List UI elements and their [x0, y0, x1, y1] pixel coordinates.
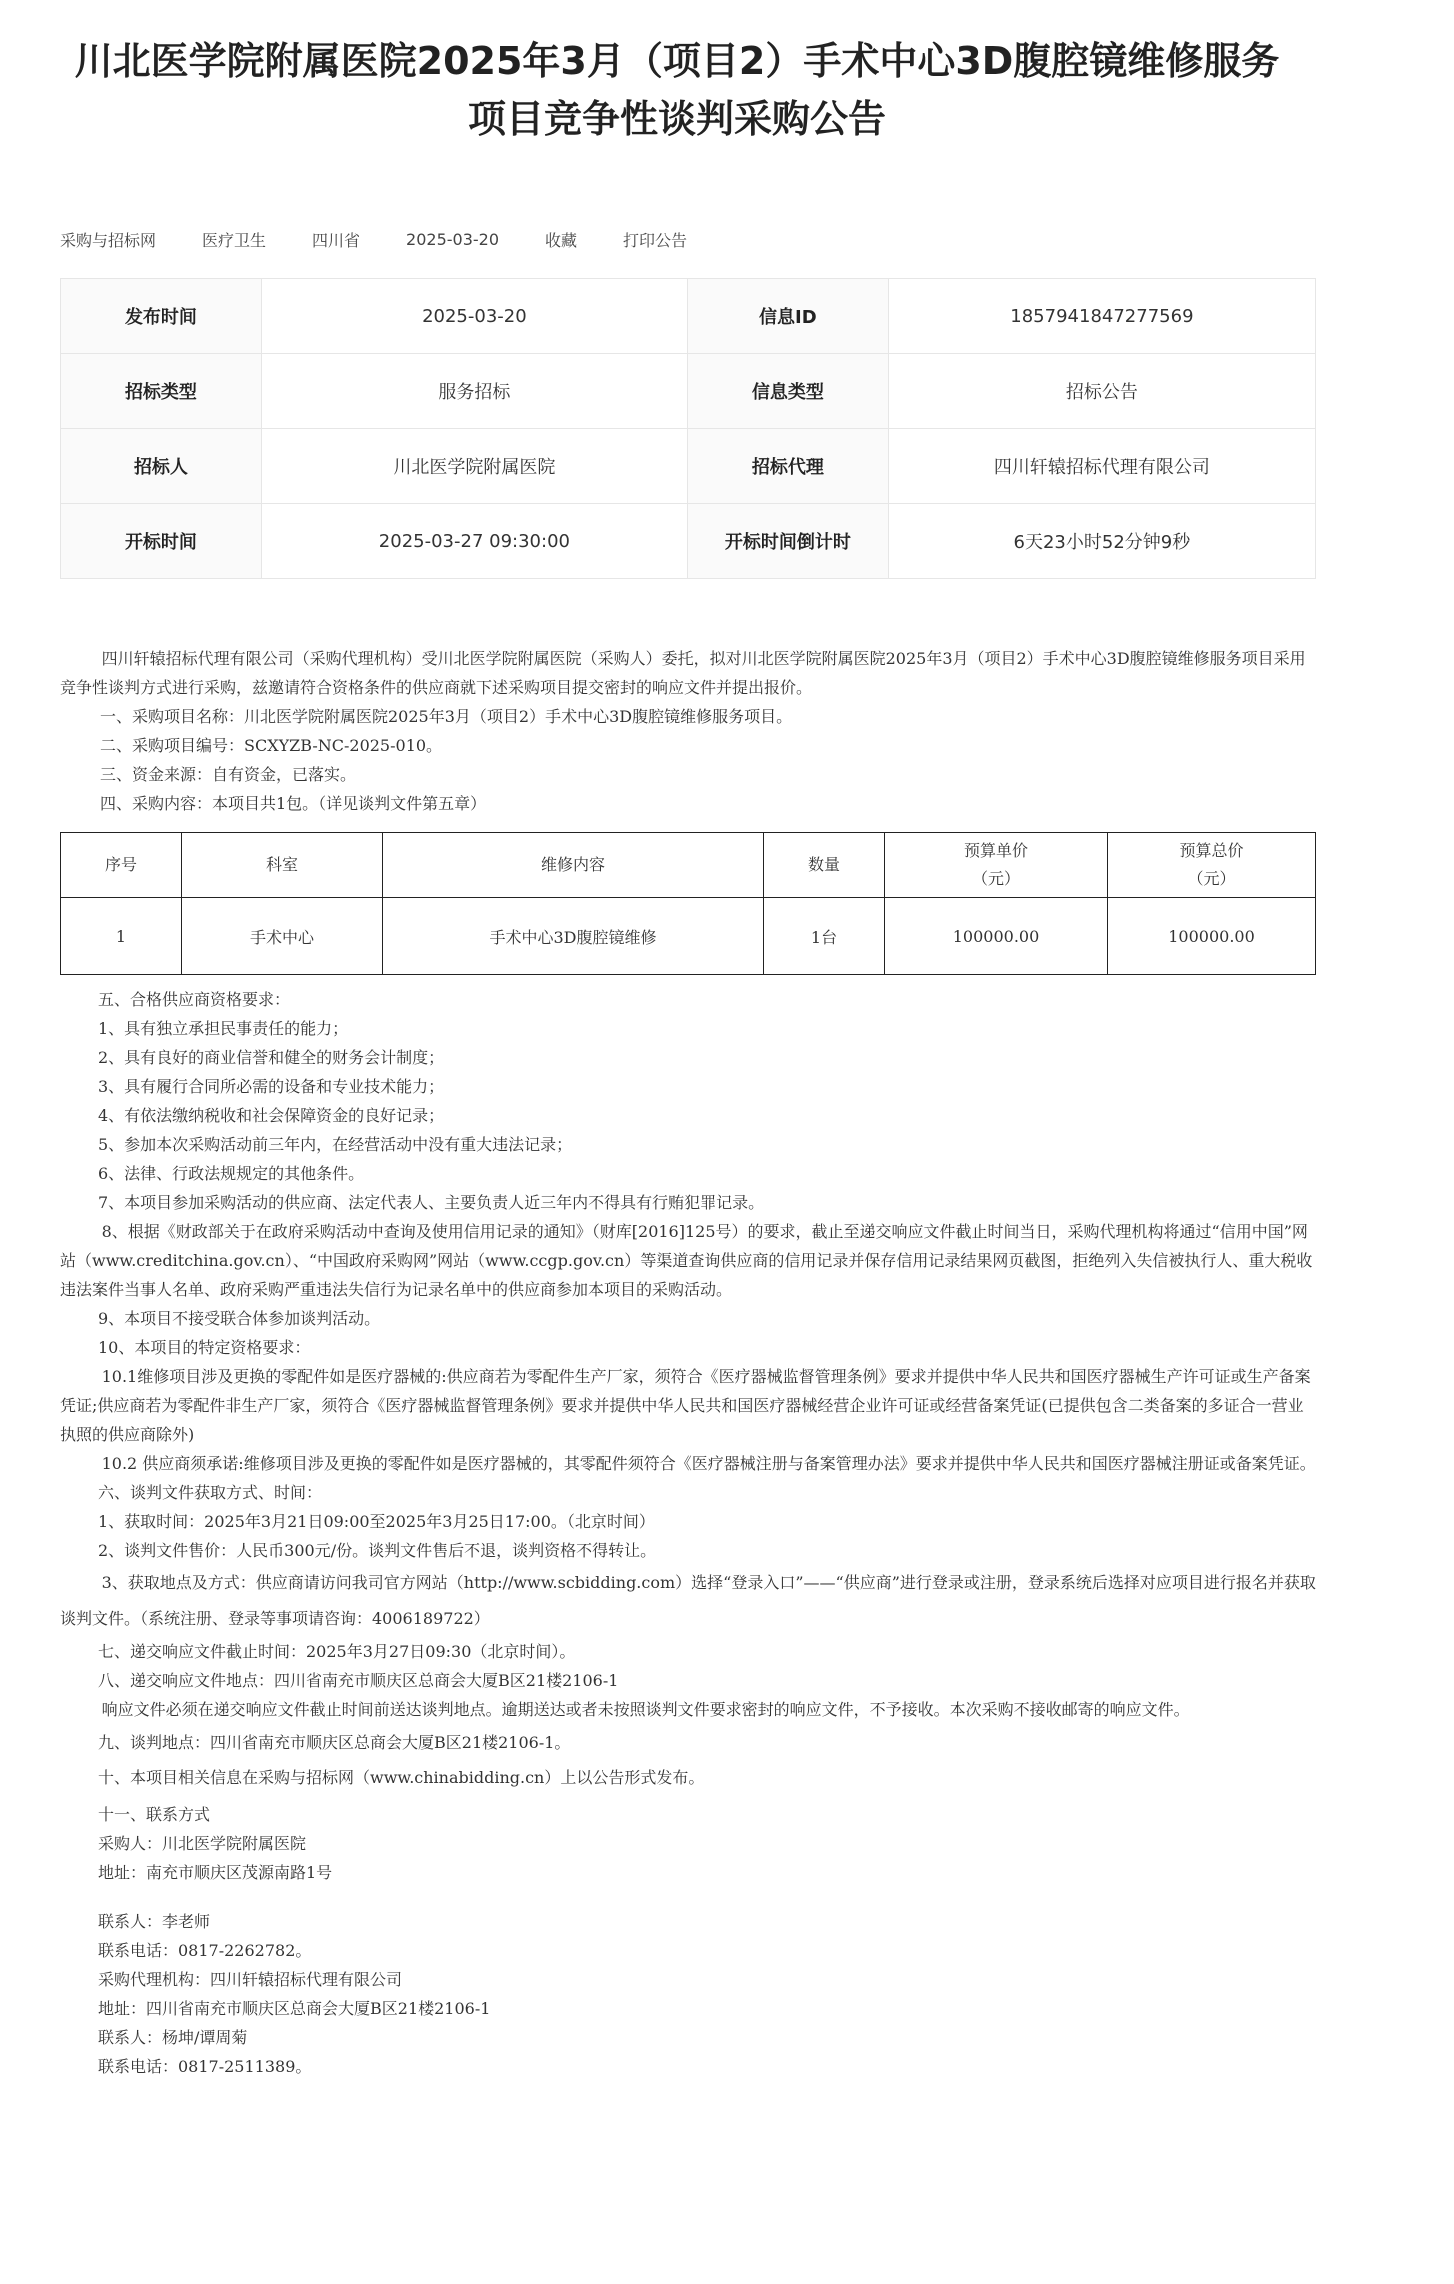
info-row: [61, 354, 1316, 429]
contact-agent-phone: 联系电话：0817-2511389。: [98, 2057, 312, 2076]
col-header: [1108, 833, 1316, 898]
print-button[interactable]: 打印公告: [623, 230, 688, 250]
contact-buyer-address: 地址：南充市顺庆区茂源南路1号: [98, 1863, 333, 1882]
title-line-2: 项目竞争性谈判采购公告: [467, 97, 886, 141]
col-header: 数量: [764, 833, 885, 898]
section-9: 九、谈判地点：四川省南充市顺庆区总商会大厦B区21楼2106-1。: [98, 1733, 571, 1752]
info-label: 发布时间: [61, 279, 262, 354]
qualification-item: 9、本项目不接受联合体参加谈判活动。: [98, 1309, 381, 1328]
col-header-line: 预算单价: [963, 841, 1028, 860]
info-label: 开标时间: [61, 504, 262, 579]
acquire-item: 3、获取地点及方式：供应商请访问我司官方网站（http://www.scbidding.com）选择“登录入口”——“供应商”进行登录或注册，登录系统后选择对应项目进行报名并获取谈判文件。（系统注册、登录等事项请咨询：4006189722）: [60, 1573, 1316, 1628]
qualification-item: 3、具有履行合同所必需的设备和专业技术能力；: [98, 1077, 445, 1096]
meta-bar: [60, 224, 733, 254]
qualification-item: 8、根据《财政部关于在政府采购活动中查询及使用信用记录的通知》（财库[2016]125号）的要求，截止至递交响应文件截止时间当日，采购代理机构将通过“信用中国”网站（www.creditchina.gov.cn）、“中国政府采购网”网站（www.ccgp.gov.cn）等渠道查询供应商的信用记录并保存信用记录结果网页截图，拒绝列入失信被执行人、重大税收违法案件当事人名单、政府采购严重违法失信行为记录名单中的供应商参加本项目的采购活动。: [60, 1222, 1313, 1299]
site-link[interactable]: 采购与招标网: [60, 230, 157, 250]
section-1: 一、采购项目名称：川北医学院附属医院2025年3月（项目2）手术中心3D腹腔镜维修服务项目。: [100, 707, 793, 726]
contact-agent-person: 联系人：杨坤/谭周菊: [98, 2028, 248, 2047]
section-2: 二、采购项目编号：SCXYZB-NC-2025-010。: [100, 736, 443, 755]
publish-date: 2025-03-20: [406, 229, 500, 249]
region-link[interactable]: 四川省: [312, 230, 361, 250]
contact-agent-address: 地址：四川省南充市顺庆区总商会大厦B区21楼2106-1: [98, 1999, 491, 2018]
col-header: [885, 833, 1108, 898]
countdown-value: 6天23小时52分钟9秒: [888, 504, 1315, 579]
col-header-line: 预算总价: [1179, 841, 1244, 860]
info-label: 信息ID: [687, 279, 888, 354]
table-row: [61, 898, 1316, 975]
contact-buyer: 采购人：川北医学院附属医院: [98, 1834, 307, 1853]
col-header: 序号: [61, 833, 182, 898]
intro-paragraph: 四川轩辕招标代理有限公司（采购代理机构）受川北医学院附属医院（采购人）委托，拟对川北医学院附属医院2025年3月（项目2）手术中心3D腹腔镜维修服务项目采用竞争性谈判方式进行采购，兹邀请符合资格条件的供应商就下述采购项目提交密封的响应文件并提出报价。: [60, 649, 1306, 697]
section-3: 三、资金来源：自有资金，已落实。: [100, 765, 357, 784]
info-value: 2025-03-20: [261, 279, 687, 354]
info-value: 服务招标: [261, 354, 687, 429]
qualification-item: 1、具有独立承担民事责任的能力；: [98, 1019, 349, 1038]
section-5-heading: 五、合格供应商资格要求：: [98, 990, 291, 1009]
info-value: 川北医学院附属医院: [261, 429, 687, 504]
contact-agent: 采购代理机构：四川轩辕招标代理有限公司: [98, 1970, 403, 1989]
section-8: 八、递交响应文件地点：四川省南充市顺庆区总商会大厦B区21楼2106-1: [98, 1671, 619, 1690]
table-cell: 1台: [764, 898, 885, 975]
favorite-button[interactable]: 收藏: [545, 230, 578, 250]
info-label: 招标人: [61, 429, 262, 504]
info-label: 招标类型: [61, 354, 262, 429]
table-cell: 手术中心3D腹腔镜维修: [383, 898, 764, 975]
table-cell: 1: [61, 898, 182, 975]
info-row: [61, 429, 1316, 504]
info-value: 四川轩辕招标代理有限公司: [888, 429, 1315, 504]
section-7: 七、递交响应文件截止时间：2025年3月27日09:30（北京时间）。: [98, 1642, 576, 1661]
section-4: 四、采购内容：本项目共1包。（详见谈判文件第五章）: [100, 794, 487, 813]
page-title: [60, 32, 1294, 148]
col-header: 维修内容: [383, 833, 764, 898]
col-header-line: （元）: [1187, 869, 1236, 888]
qualification-item: 10.1维修项目涉及更换的零配件如是医疗器械的:供应商若为零配件生产厂家，须符合《医疗器械监督管理条例》要求并提供中华人民共和国医疗器械生产许可证或生产备案凭证;供应商若为零配件非生产厂家，须符合《医疗器械监督管理条例》要求并提供中华人民共和国医疗器械经营企业许可证或经营备案凭证(已提供包含二类备案的多证合一营业执照的供应商除外): [60, 1367, 1311, 1444]
info-table: [60, 278, 1316, 579]
info-label: 信息类型: [687, 354, 888, 429]
info-value: 招标公告: [888, 354, 1315, 429]
qualification-item: 6、法律、行政法规规定的其他条件。: [98, 1164, 365, 1183]
table-cell: 手术中心: [182, 898, 383, 975]
qualification-item: 5、参加本次采购活动前三年内，在经营活动中没有重大违法记录；: [98, 1135, 573, 1154]
info-row: [61, 504, 1316, 579]
section-10: 十、本项目相关信息在采购与招标网（www.chinabidding.cn）上以公告形式发布。: [98, 1768, 705, 1787]
contact-buyer-phone: 联系电话：0817-2262782。: [98, 1941, 312, 1960]
category-link[interactable]: 医疗卫生: [202, 230, 267, 250]
contact-buyer-person: 联系人：李老师: [98, 1912, 211, 1931]
qualification-item: 10、本项目的特定资格要求：: [98, 1338, 311, 1357]
table-cell: 100000.00: [885, 898, 1108, 975]
acquire-item: 1、获取时间：2025年3月21日09:00至2025年3月25日17:00。（北京时间）: [98, 1512, 655, 1531]
items-table: [60, 832, 1316, 975]
qualification-item: 7、本项目参加采购活动的供应商、法定代表人、主要负责人近三年内不得具有行贿犯罪记录。: [98, 1193, 765, 1212]
info-row: [61, 279, 1316, 354]
info-value: 2025-03-27 09:30:00: [261, 504, 687, 579]
info-label: 开标时间倒计时: [687, 504, 888, 579]
info-value: 1857941847277569: [888, 279, 1315, 354]
qualification-item: 10.2 供应商须承诺:维修项目涉及更换的零配件如是医疗器械的，其零配件须符合《医疗器械注册与备案管理办法》要求并提供中华人民共和国医疗器械注册证或备案凭证。: [101, 1454, 1316, 1473]
section-11-heading: 十一、联系方式: [98, 1805, 211, 1824]
info-label: 招标代理: [687, 429, 888, 504]
section-6-heading: 六、谈判文件获取方式、时间：: [98, 1483, 323, 1502]
qualification-item: 2、具有良好的商业信誉和健全的财务会计制度；: [98, 1048, 445, 1067]
section-8-note: 响应文件必须在递交响应文件截止时间前送达谈判地点。逾期送达或者未按照谈判文件要求密封的响应文件，不予接收。本次采购不接收邮寄的响应文件。: [101, 1700, 1190, 1719]
acquire-item: 2、谈判文件售价：人民币300元/份。谈判文件售后不退，谈判资格不得转让。: [98, 1541, 657, 1560]
table-cell: 100000.00: [1108, 898, 1316, 975]
title-line-1: 川北医学院附属医院2025年3月（项目2）手术中心3D腹腔镜维修服务: [74, 39, 1280, 83]
col-header: 科室: [182, 833, 383, 898]
items-header-row: [61, 833, 1316, 898]
announcement-body: [60, 644, 1316, 2081]
col-header-line: （元）: [971, 869, 1020, 888]
qualification-item: 4、有依法缴纳税收和社会保障资金的良好记录；: [98, 1106, 445, 1125]
